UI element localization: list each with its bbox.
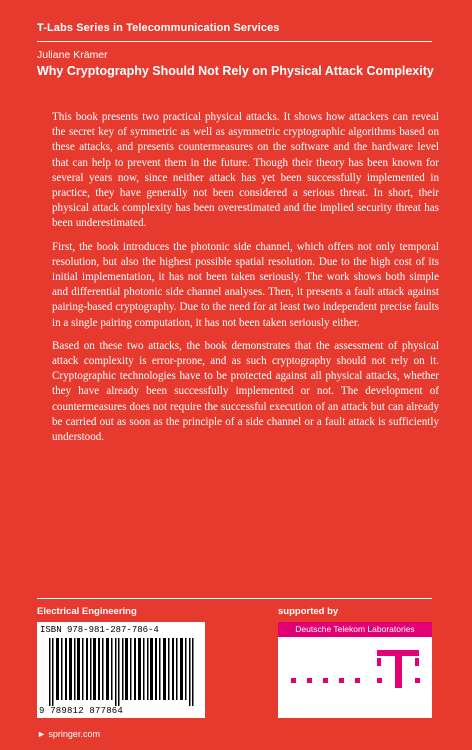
top-divider xyxy=(37,41,432,42)
isbn-number: ISBN 978-981-287-786-4 xyxy=(40,625,159,635)
subject-category: Electrical Engineering xyxy=(37,606,137,617)
sponsor-logo-box xyxy=(278,622,432,718)
isbn-barcode-box xyxy=(37,622,205,718)
ean-digits: 9 789812 877864 xyxy=(39,706,124,716)
website-text: springer.com xyxy=(48,729,100,739)
telekom-t-logo-icon xyxy=(278,638,432,718)
blurb-paragraph-2: First, the book introduces the photonic side channel, which offers not only temporal resolution, but also the highest possible spatial resolution. Due to the high cost of its initial implementation, it has not been taken seriously. The work shows both simple and differential photonic side channel analyses. Then, it presents a fault attack against pairing-based cryptography. Due to the need for at least two independent precise faults in a single pairing computation, it has not been taken seriously either. xyxy=(52,240,439,329)
supported-by-label: supported by xyxy=(278,606,339,617)
bottom-divider xyxy=(37,598,432,599)
book-title: Why Cryptography Should Not Rely on Physical Attack Complexity xyxy=(37,64,434,78)
website-bullet: ► xyxy=(37,729,49,739)
series-name: T-Labs Series in Telecommunication Services xyxy=(37,22,280,34)
author-name: Juliane Krämer xyxy=(37,49,108,61)
barcode-icon xyxy=(49,638,195,706)
back-cover-blurb xyxy=(52,110,439,453)
blurb-paragraph-1: This book presents two practical physical attacks. It shows how attackers can reveal the secret key of symmetric as well as asymmetric cryptographic algorithms based on these attacks, and presents countermeasures on the software and the hardware level that can help to prevent them in the future. Though their theory has been known for several years now, since neither attack has yet been successfully implemented in practice, they have generally not been considered a serious threat. In short, their physical attack complexity has been overestimated and the implied security threat has been underestimated. xyxy=(52,111,439,230)
sponsor-name: Deutsche Telekom Laboratories xyxy=(278,622,432,637)
publisher-website[interactable] xyxy=(37,729,100,739)
blurb-paragraph-3: Based on these two attacks, the book demonstrates that the assessment of physical attack complexity is error-prone, and as such cryptography should not rely on it. Cryptographic technologies have to be protected against all physical attacks, whether they have already been successfully implemented or not. The development of countermeasures does not require the successful execution of an attack but can already be carried out as soon as the principle of a side channel or a fault attack is sufficiently understood. xyxy=(52,339,439,444)
